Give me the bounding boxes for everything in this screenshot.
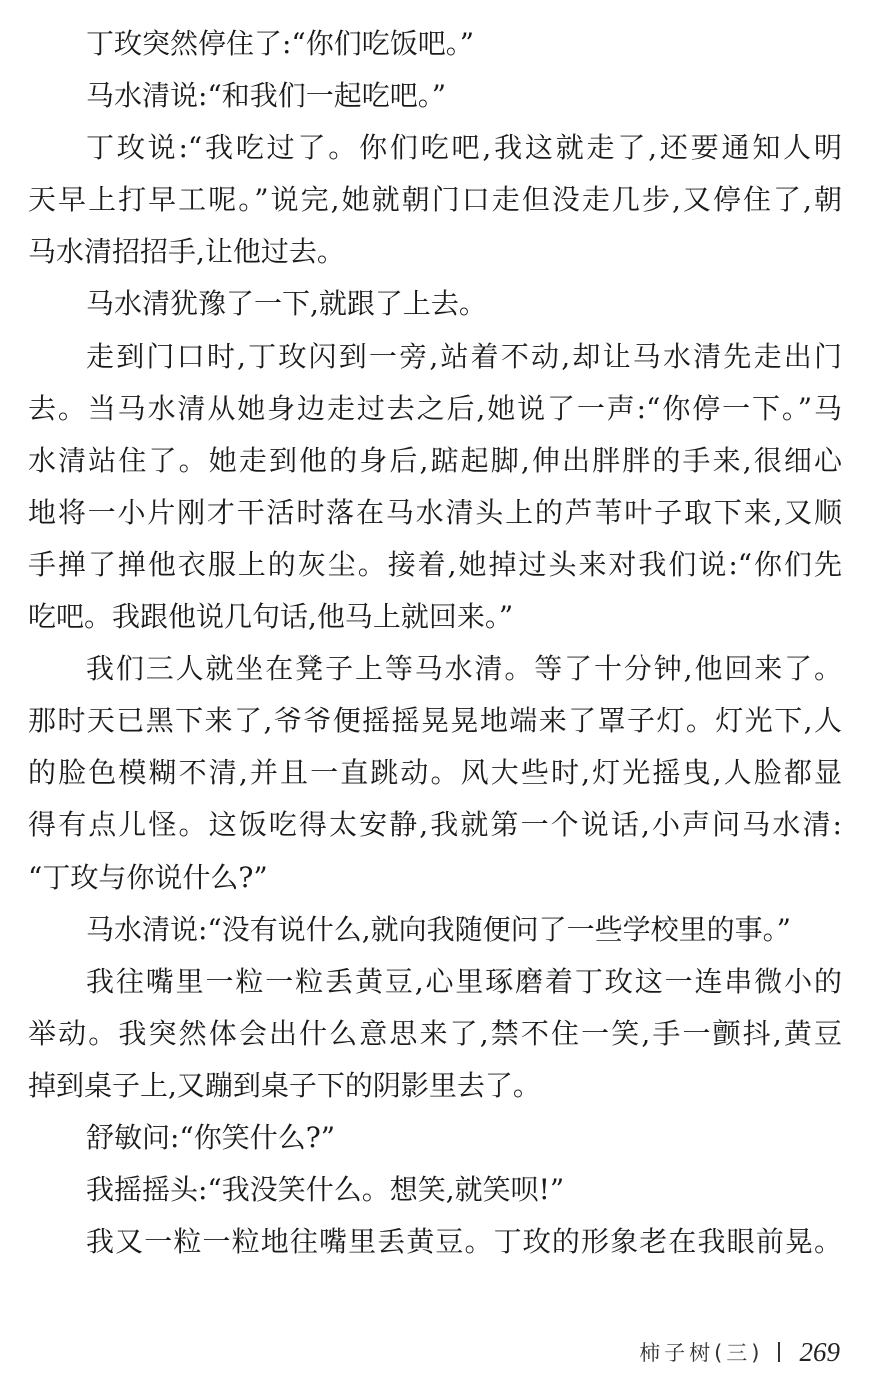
text-line: 马水清犹豫了一下,就跟了上去。	[86, 287, 487, 321]
text-line: 举动。我突然体会出什么意思来了,禁不住一笑,手一颤抖,黄豆	[28, 1016, 842, 1050]
text-line: 丁玫突然停住了:“你们吃饭吧。”	[86, 27, 475, 60]
text-line: 天早上打早工呢。”说完,她就朝门口走但没走几步,又停住了,朝	[28, 183, 842, 217]
text-line: “丁玫与你说什么?”	[28, 860, 268, 894]
text-line: 那时天已黑下来了,爷爷便摇摇晃晃地端来了罩子灯。灯光下,人	[28, 704, 842, 738]
text-line: 掉到桌子上,又蹦到桌子下的阴影里去了。	[28, 1068, 541, 1102]
text-line: 去。当马水清从她身边走过去之后,她说了一声:“你停一下。”马	[28, 391, 842, 425]
body-text	[28, 18, 842, 1268]
running-title: 柿子树(三)	[639, 1341, 764, 1365]
text-line: 舒敏问:“你笑什么?”	[86, 1120, 336, 1154]
text-line: 马水清说:“和我们一起吃吧。”	[86, 79, 447, 113]
text-line: 的脸色模糊不清,并且一直跳动。风大些时,灯光摇曳,人脸都显	[28, 756, 842, 790]
text-line: 我又一粒一粒地往嘴里丢黄豆。丁玫的形象老在我眼前晃。	[86, 1225, 842, 1259]
text-line: 我往嘴里一粒一粒丢黄豆,心里琢磨着丁玫这一连串微小的	[86, 964, 842, 998]
text-line: 我摇摇头:“我没笑什么。想笑,就笑呗!”	[86, 1173, 565, 1207]
text-line: 我们三人就坐在凳子上等马水清。等了十分钟,他回来了。	[86, 652, 842, 686]
page-footer	[0, 1330, 840, 1374]
text-line: 手掸了掸他衣服上的灰尘。接着,她掉过头来对我们说:“你们先	[28, 547, 842, 581]
page-number: 269	[799, 1336, 840, 1367]
text-line: 走到门口时,丁玫闪到一旁,站着不动,却让马水清先走出门	[86, 339, 842, 373]
text-line: 吃吧。我跟他说几句话,他马上就回来。”	[28, 600, 514, 634]
text-line: 马水清说:“没有说什么,就向我随便问了一些学校里的事。”	[86, 912, 791, 946]
text-line: 丁玫说:“我吃过了。你们吃吧,我这就走了,还要通知人明	[86, 131, 842, 165]
text-line: 水清站住了。她走到他的身后,踮起脚,伸出胖胖的手来,很细心	[28, 443, 842, 477]
text-line: 地将一小片刚才干活时落在马水清头上的芦苇叶子取下来,又顺	[28, 495, 842, 529]
text-line: 得有点儿怪。这饭吃得太安静,我就第一个说话,小声问马水清:	[28, 808, 842, 842]
text-line: 马水清招招手,让他过去。	[28, 235, 345, 269]
footer-divider	[778, 1342, 780, 1362]
